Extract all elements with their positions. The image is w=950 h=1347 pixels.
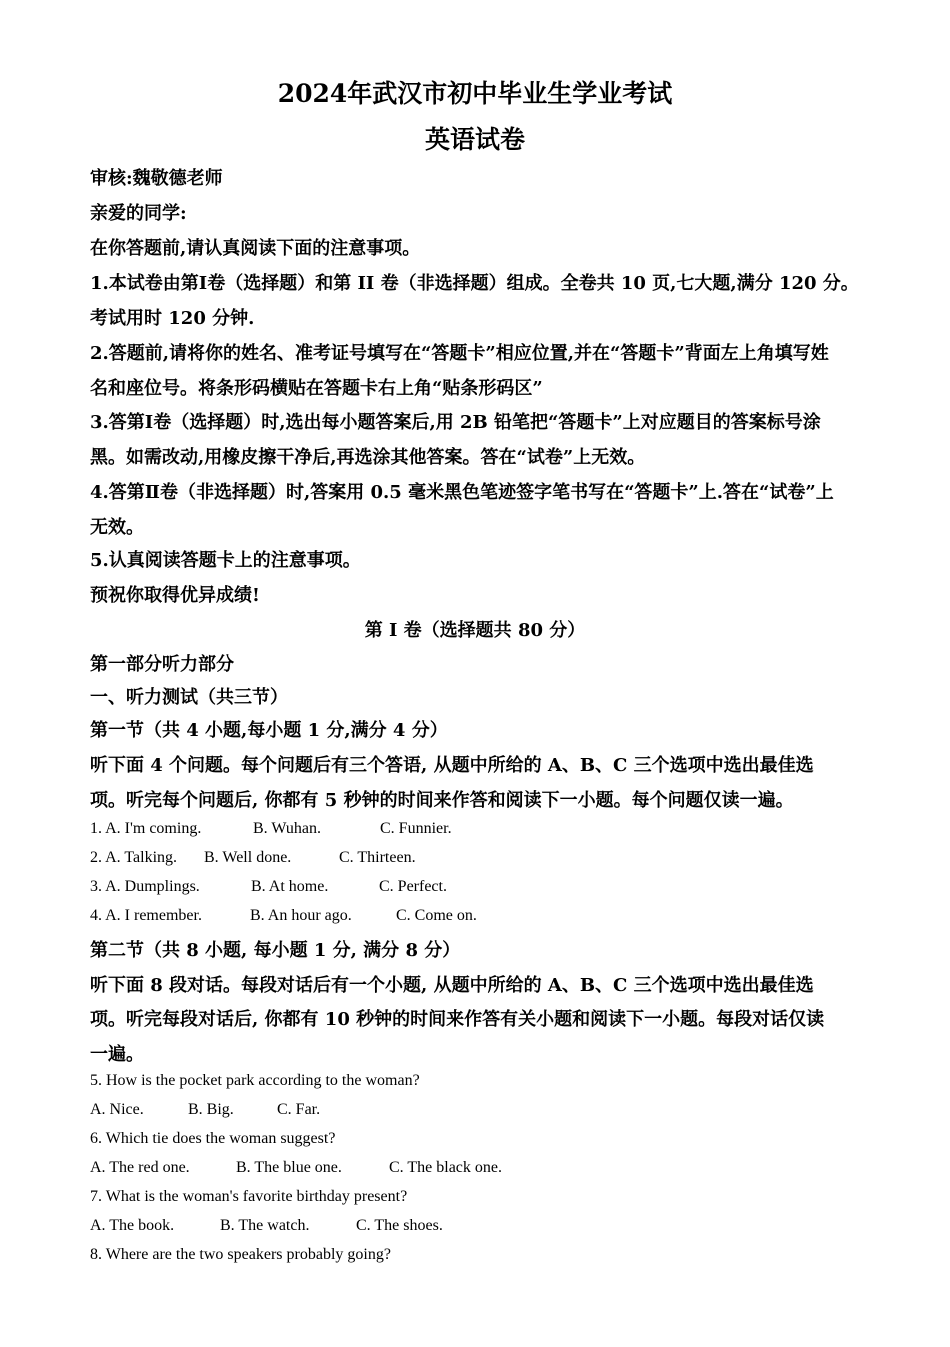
section-2-instructions-c: 一遍。 — [90, 1044, 144, 1065]
question-1-option-c: C. Funnier. — [380, 820, 452, 837]
question-3-option-c: C. Perfect. — [379, 878, 447, 895]
section-2-instructions-a: 听下面 8 段对话。每段对话后有一个小题, 从题中所给的 A、B、C 三个选项中选出最佳选 — [90, 975, 814, 996]
note-3-line-a: 3.答第Ⅰ卷（选择题）时,选出每小题答案后,用 2B 铅笔把“答题卡”上对应题目的答案标号涂 — [90, 412, 821, 433]
question-7-options — [90, 1217, 443, 1235]
question-2-option-b: B. Well done. — [204, 849, 292, 866]
note-1-line-b: 考试用时 120 分钟. — [90, 308, 255, 329]
question-6-option-c: C. The black one. — [389, 1159, 503, 1176]
question-7-option-b: B. The watch. — [220, 1217, 310, 1234]
question-1-option-b: B. Wuhan. — [253, 820, 321, 837]
question-2-option-c: C. Thirteen. — [339, 849, 416, 866]
question-6: 6. Which tie does the woman suggest? — [90, 1130, 336, 1147]
intro-line: 在你答题前,请认真阅读下面的注意事项。 — [90, 238, 421, 259]
note-2-line-b: 名和座位号。将条形码横贴在答题卡右上角“贴条形码区” — [90, 378, 543, 399]
note-1-line-a: 1.本试卷由第Ⅰ卷（选择题）和第 II 卷（非选择题）组成。全卷共 10 页,七大题,满分 120 分。 — [90, 273, 859, 294]
question-7-option-c: C. The shoes. — [356, 1217, 443, 1234]
question-5-option-a: A. Nice. — [90, 1101, 144, 1118]
note-2-line-a: 2.答题前,请将你的姓名、准考证号填写在“答题卡”相应位置,并在“答题卡”背面左上角填写姓 — [90, 343, 829, 364]
question-7-option-a: A. The book. — [90, 1217, 175, 1234]
question-1 — [90, 820, 452, 838]
question-5: 5. How is the pocket park according to the woman? — [90, 1072, 420, 1089]
section-2-instructions-b: 项。听完每段对话后, 你都有 10 秒钟的时间来作答有关小题和阅读下一小题。每段对话仅读 — [90, 1009, 825, 1030]
part-1-heading: 第一部分听力部分 — [90, 654, 234, 675]
greeting-line: 亲爱的同学: — [90, 203, 187, 224]
question-1-option-a: 1. A. I'm coming. — [90, 820, 202, 837]
question-4-option-b: B. An hour ago. — [250, 907, 352, 924]
question-4-option-a: 4. A. I remember. — [90, 907, 202, 924]
question-4 — [90, 907, 477, 925]
question-2-option-a: 2. A. Talking. — [90, 849, 178, 866]
exam-subtitle: 英语试卷 — [424, 125, 525, 154]
question-7: 7. What is the woman's favorite birthday present? — [90, 1188, 408, 1205]
note-3-line-b: 黑。如需改动,用橡皮擦干净后,再选涂其他答案。答在“试卷”上无效。 — [90, 447, 646, 468]
question-3-option-b: B. At home. — [251, 878, 329, 895]
question-3-option-a: 3. A. Dumplings. — [90, 878, 200, 895]
section-1-heading: 第一节（共 4 小题,每小题 1 分,满分 4 分） — [90, 720, 448, 741]
reviewer-line: 审核:魏敬德老师 — [90, 168, 223, 189]
volume-1-heading: 第 I 卷（选择题共 80 分） — [364, 620, 586, 641]
section-2-heading: 第二节（共 8 小题, 每小题 1 分, 满分 8 分） — [90, 940, 461, 961]
question-4-option-c: C. Come on. — [396, 907, 477, 924]
question-6-option-b: B. The blue one. — [236, 1159, 342, 1176]
note-5-line: 5.认真阅读答题卡上的注意事项。 — [90, 550, 361, 571]
question-5-option-c: C. Far. — [277, 1101, 321, 1118]
section-1-instructions-b: 项。听完每个问题后, 你都有 5 秒钟的时间来作答和阅读下一小题。每个问题仅读一遍。 — [90, 790, 794, 811]
question-5-options — [90, 1101, 320, 1119]
exam-title: 2024年武汉市初中毕业生学业考试 — [277, 79, 673, 108]
section-1-instructions-a: 听下面 4 个问题。每个问题后有三个答语, 从题中所给的 A、B、C 三个选项中选出最佳选 — [90, 755, 814, 776]
question-8: 8. Where are the two speakers probably going? — [90, 1246, 391, 1263]
listening-test-heading: 一、听力测试（共三节） — [90, 687, 288, 708]
question-5-option-b: B. Big. — [188, 1101, 234, 1118]
question-6-option-a: A. The red one. — [90, 1159, 190, 1176]
wish-line: 预祝你取得优异成绩! — [90, 585, 260, 606]
question-2 — [90, 849, 416, 867]
note-4-line-b: 无效。 — [90, 517, 144, 538]
note-4-line-a: 4.答第Ⅱ卷（非选择题）时,答案用 0.5 毫米黑色笔迹签字笔书写在“答题卡”上.答在“试卷”上 — [90, 482, 834, 503]
question-3 — [90, 878, 447, 896]
question-6-options — [90, 1159, 502, 1177]
